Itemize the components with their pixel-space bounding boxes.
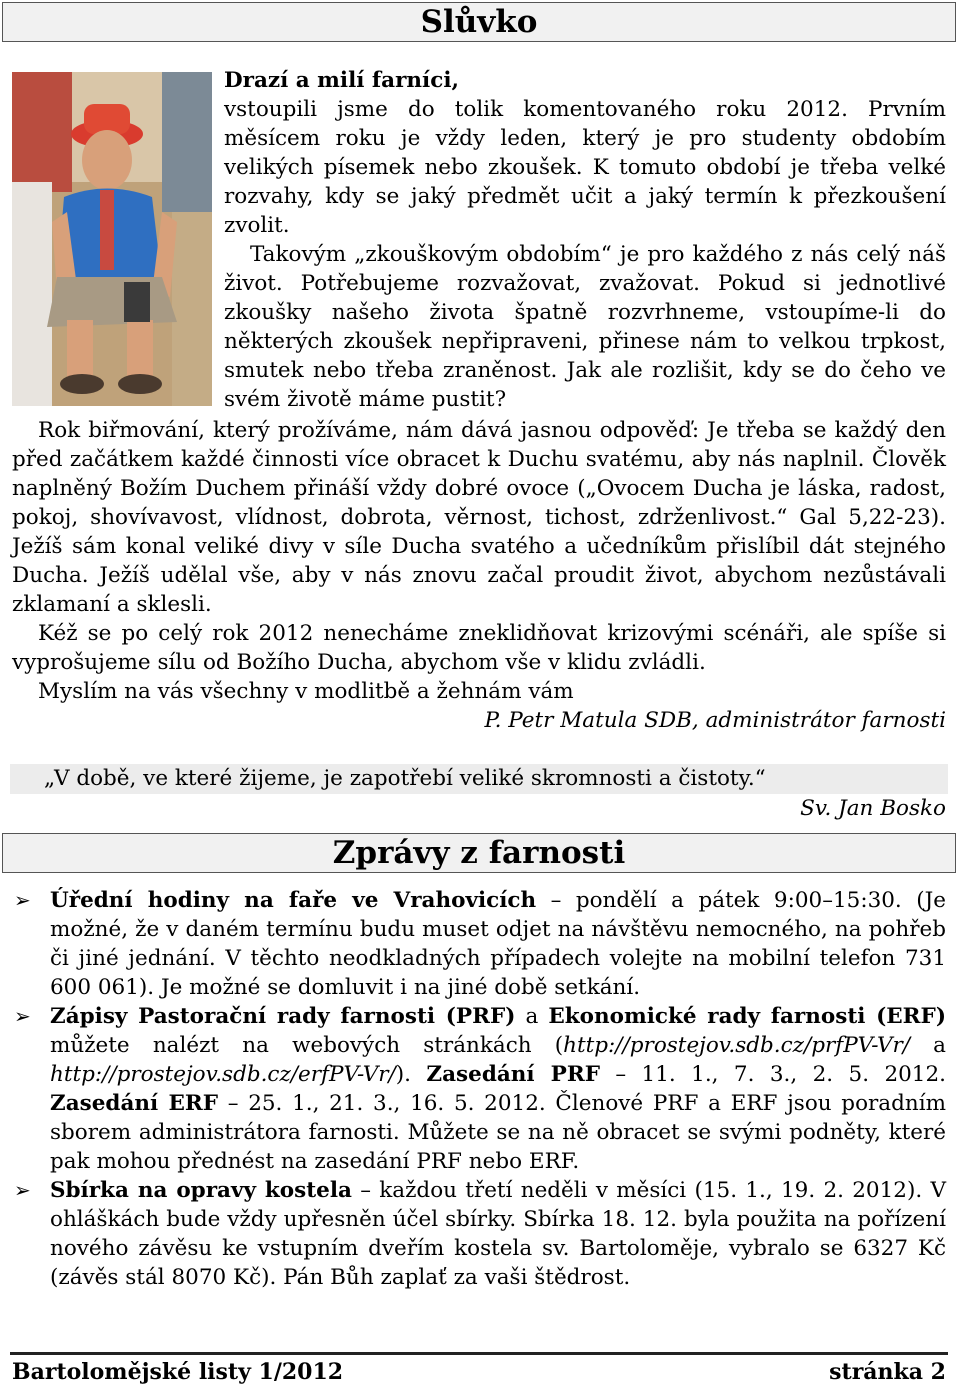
intro-paragraph-2: Takovým „zkouškovým obdobím“ je pro každého z nás celý náš život. Potřebujeme rozvažovat, zvažovat. Pokud si jednotlivé zkoušky našeho života špatně rozvrhneme, vstoupíme-li do některých zkoušek nepřipraveni, přinese nám to velkou trpkost, smutek nebo třeba zraněnost. Jak ale rozlišit, kdy se do čeho ve svém životě máme pustit? bbox=[224, 242, 946, 412]
prf-meetings-dates: – 11. 1., 7. 3., 2. 5. 2012. bbox=[599, 1062, 946, 1087]
footer-divider bbox=[10, 1352, 948, 1355]
text-fragment: a bbox=[515, 1004, 549, 1029]
page-number: stránka 2 bbox=[829, 1359, 946, 1385]
list-item bbox=[12, 1002, 946, 1176]
office-hours-text: – pondělí a pátek 9:00–15:30. (Je možné, že v daném termínu budu muset odjet na návštěvu nemocného, na pohřeb či jiné jednání. V těchto neodkladných případech volejte na mobilní telefon 731 600 061). Je možné se domluvit i na jiné době setkání. bbox=[50, 888, 946, 1000]
collection-text: – každou třetí neděli v měsíci (15. 1., 19. 2. 2012). V ohláškách bude vždy upřesněn účel sbírky. Sbírka 18. 12. byla použita na pořízení nového závěsu ke vstupním dveřím kostela sv. Bartoloměje, vybralo se 6327 Kč (závěs stál 8070 Kč). Pán Bůh zaplať za vaši štědrost. bbox=[50, 1178, 946, 1290]
list-item bbox=[12, 886, 946, 1002]
intro-text bbox=[224, 66, 946, 414]
office-hours-title: Úřední hodiny na faře ve Vrahovicích bbox=[50, 888, 537, 913]
section-title-zpravy: Zprávy z farnosti bbox=[2, 833, 956, 873]
signature: P. Petr Matula SDB, administrátor farnosti bbox=[484, 708, 946, 733]
paragraph-wish: Kéž se po celý rok 2012 nenecháme zneklidňovat krizovými scénáři, ale spíše si vyprošujeme sílu od Božího Ducha, abychom vše v klidu zvládli. bbox=[12, 621, 946, 675]
text-fragment: ). bbox=[395, 1062, 427, 1087]
erf-meetings-dates: – 25. 1., 21. 3., 16. 5. 2012. Členové PRF a ERF jsou poradním sborem administrátora farnosti. Můžete se na ně obracet se svými podněty, které pak mohou přednést na zasedání PRF nebo ERF. bbox=[50, 1091, 946, 1174]
quote-text: „V době, ve které žijeme, je zapotřebí veliké skromnosti a čistoty.“ bbox=[44, 766, 766, 791]
arrow-bullet-icon: ➢ bbox=[14, 1178, 31, 1202]
erf-meetings-label: Zasedání ERF bbox=[50, 1091, 219, 1116]
publication-name: Bartolomějské listy 1/2012 bbox=[12, 1359, 344, 1385]
prf-meetings-label: Zasedání PRF bbox=[426, 1062, 600, 1087]
erf-title: Ekonomické rady farnosti (ERF) bbox=[548, 1004, 946, 1029]
priest-photo bbox=[12, 72, 212, 406]
section-title-sluvko: Slůvko bbox=[2, 2, 956, 42]
list-item bbox=[12, 1176, 946, 1292]
arrow-bullet-icon: ➢ bbox=[14, 1004, 31, 1028]
main-text bbox=[12, 416, 946, 735]
erf-link[interactable]: http://prostejov.sdb.cz/erfPV-Vr/ bbox=[50, 1062, 396, 1087]
text-fragment: můžete nalézt na webových stránkách ( bbox=[50, 1033, 564, 1058]
intro-paragraph-1: vstoupili jsme do tolik komentovaného roku 2012. Prvním měsícem roku je vždy leden, který je pro studenty obdobím velikých písemek nebo zkoušek. K tomuto období je třeba velké rozvahy, kdy se jaký předmět učit a jaký termín k přezkoušení zvolit. bbox=[224, 97, 946, 238]
news-list bbox=[12, 886, 946, 1292]
collection-title: Sbírka na opravy kostela bbox=[50, 1178, 352, 1203]
prf-link[interactable]: http://prostejov.sdb.cz/prfPV-Vr/ bbox=[563, 1033, 910, 1058]
arrow-bullet-icon: ➢ bbox=[14, 888, 31, 912]
text-fragment: a bbox=[910, 1033, 946, 1058]
paragraph-blessing: Myslím na vás všechny v modlitbě a žehnám vám bbox=[38, 679, 574, 704]
paragraph-confirmation: Rok biřmování, který prožíváme, nám dává jasnou odpověď: Je třeba se každý den před začátkem každé činnosti více obracet k Duchu svatému, aby nás naplnil. Člověk naplněný Božím Duchem přináší vždy dobré ovoce („Ovocem Ducha je láska, radost, pokoj, shovívavost, vlídnost, dobrota, věrnost, tichost, zdrženlivost.“ Gal 5,22-23). Ježíš sám konal veliké divy v síle Ducha svatého a učedníkům přislíbil dát stejného Ducha. Ježíš udělal vše, aby v nás znovu začal proudit život, abychom nezůstávali zklamaní a sklesli. bbox=[12, 418, 946, 617]
prf-title: Zápisy Pastorační rady farnosti (PRF) bbox=[50, 1004, 516, 1029]
quote-author: Sv. Jan Bosko bbox=[800, 796, 946, 821]
salutation: Drazí a milí farníci, bbox=[224, 68, 459, 93]
